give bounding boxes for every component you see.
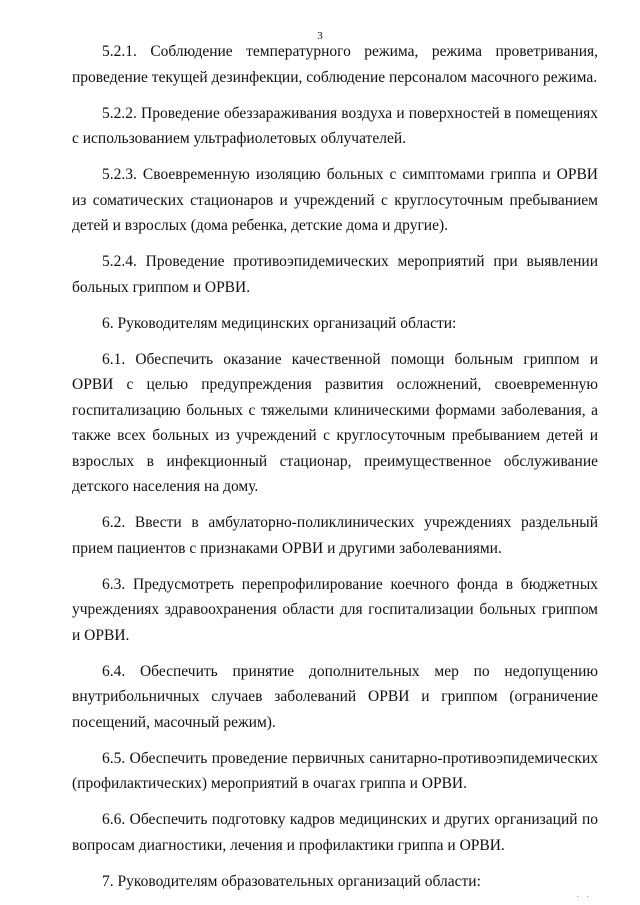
- paragraph-5-2-4: 5.2.4. Проведение противоэпидемических мероприятий при выявлении больных гриппом и ОРВИ.: [72, 253, 598, 296]
- paragraph-6-5: 6.5. Обеспечить проведение первичных санитарно-противоэпидемических (профилактических) мероприятий в очагах гриппа и ОРВИ.: [72, 749, 598, 792]
- paragraph-5-2-2: 5.2.2. Проведение обеззараживания воздуха и поверхностей в помещениях с использованием ультрафиолетовых облучателей.: [72, 104, 598, 147]
- document-body: [72, 39, 598, 905]
- paragraph-5-2-1: 5.2.1. Соблюдение температурного режима, режима проветривания, проведение текущей дезинфекции, соблюдение персоналом масочного режима.: [72, 43, 598, 86]
- paragraph-6-4: 6.4. Обеспечить принятие дополнительных мер по недопущению внутрибольничных случаев заболеваний ОРВИ и гриппом (ограничение посещений, масочный режим).: [72, 662, 598, 731]
- paragraph-5-2-3: 5.2.3. Своевременную изоляцию больных с симптомами гриппа и ОРВИ из соматических стационаров и учреждений с круглосуточным пребыванием детей и взрослых (дома ребенка, детские дома и другие).: [72, 166, 598, 234]
- footer-mark: · ·: [576, 893, 592, 901]
- paragraph-6-6: 6.6. Обеспечить подготовку кадров медицинских и других организаций по вопросам диагностики, лечения и профилактики гриппа и ОРВИ.: [72, 811, 598, 854]
- paragraph-6-2: 6.2. Ввести в амбулаторно-поликлинических учреждениях раздельный прием пациентов с признаками ОРВИ и другими заболеваниями.: [72, 514, 598, 557]
- page-number: 3: [317, 30, 323, 42]
- paragraph-6-3: 6.3. Предусмотреть перепрофилирование коечного фонда в бюджетных учреждениях здравоохранения области для госпитализации больных гриппом и ОРВИ.: [72, 575, 598, 644]
- paragraph-6-1: 6.1. Обеспечить оказание качественной помощи больным гриппом и ОРВИ с целью предупреждения развития осложнений, своевременную госпитализацию больных с тяжелыми клиническими формами заболевания, а также всех больных из учреждений с круглосуточным пребыванием детей и взрослых в инфекционный стационар, преимущественное обслуживание детского населения на дому.: [72, 350, 598, 495]
- paragraph-7-heading: 7. Руководителям образовательных организаций области:: [102, 872, 481, 890]
- paragraph-6-heading: 6. Руководителям медицинских организаций области:: [102, 314, 457, 332]
